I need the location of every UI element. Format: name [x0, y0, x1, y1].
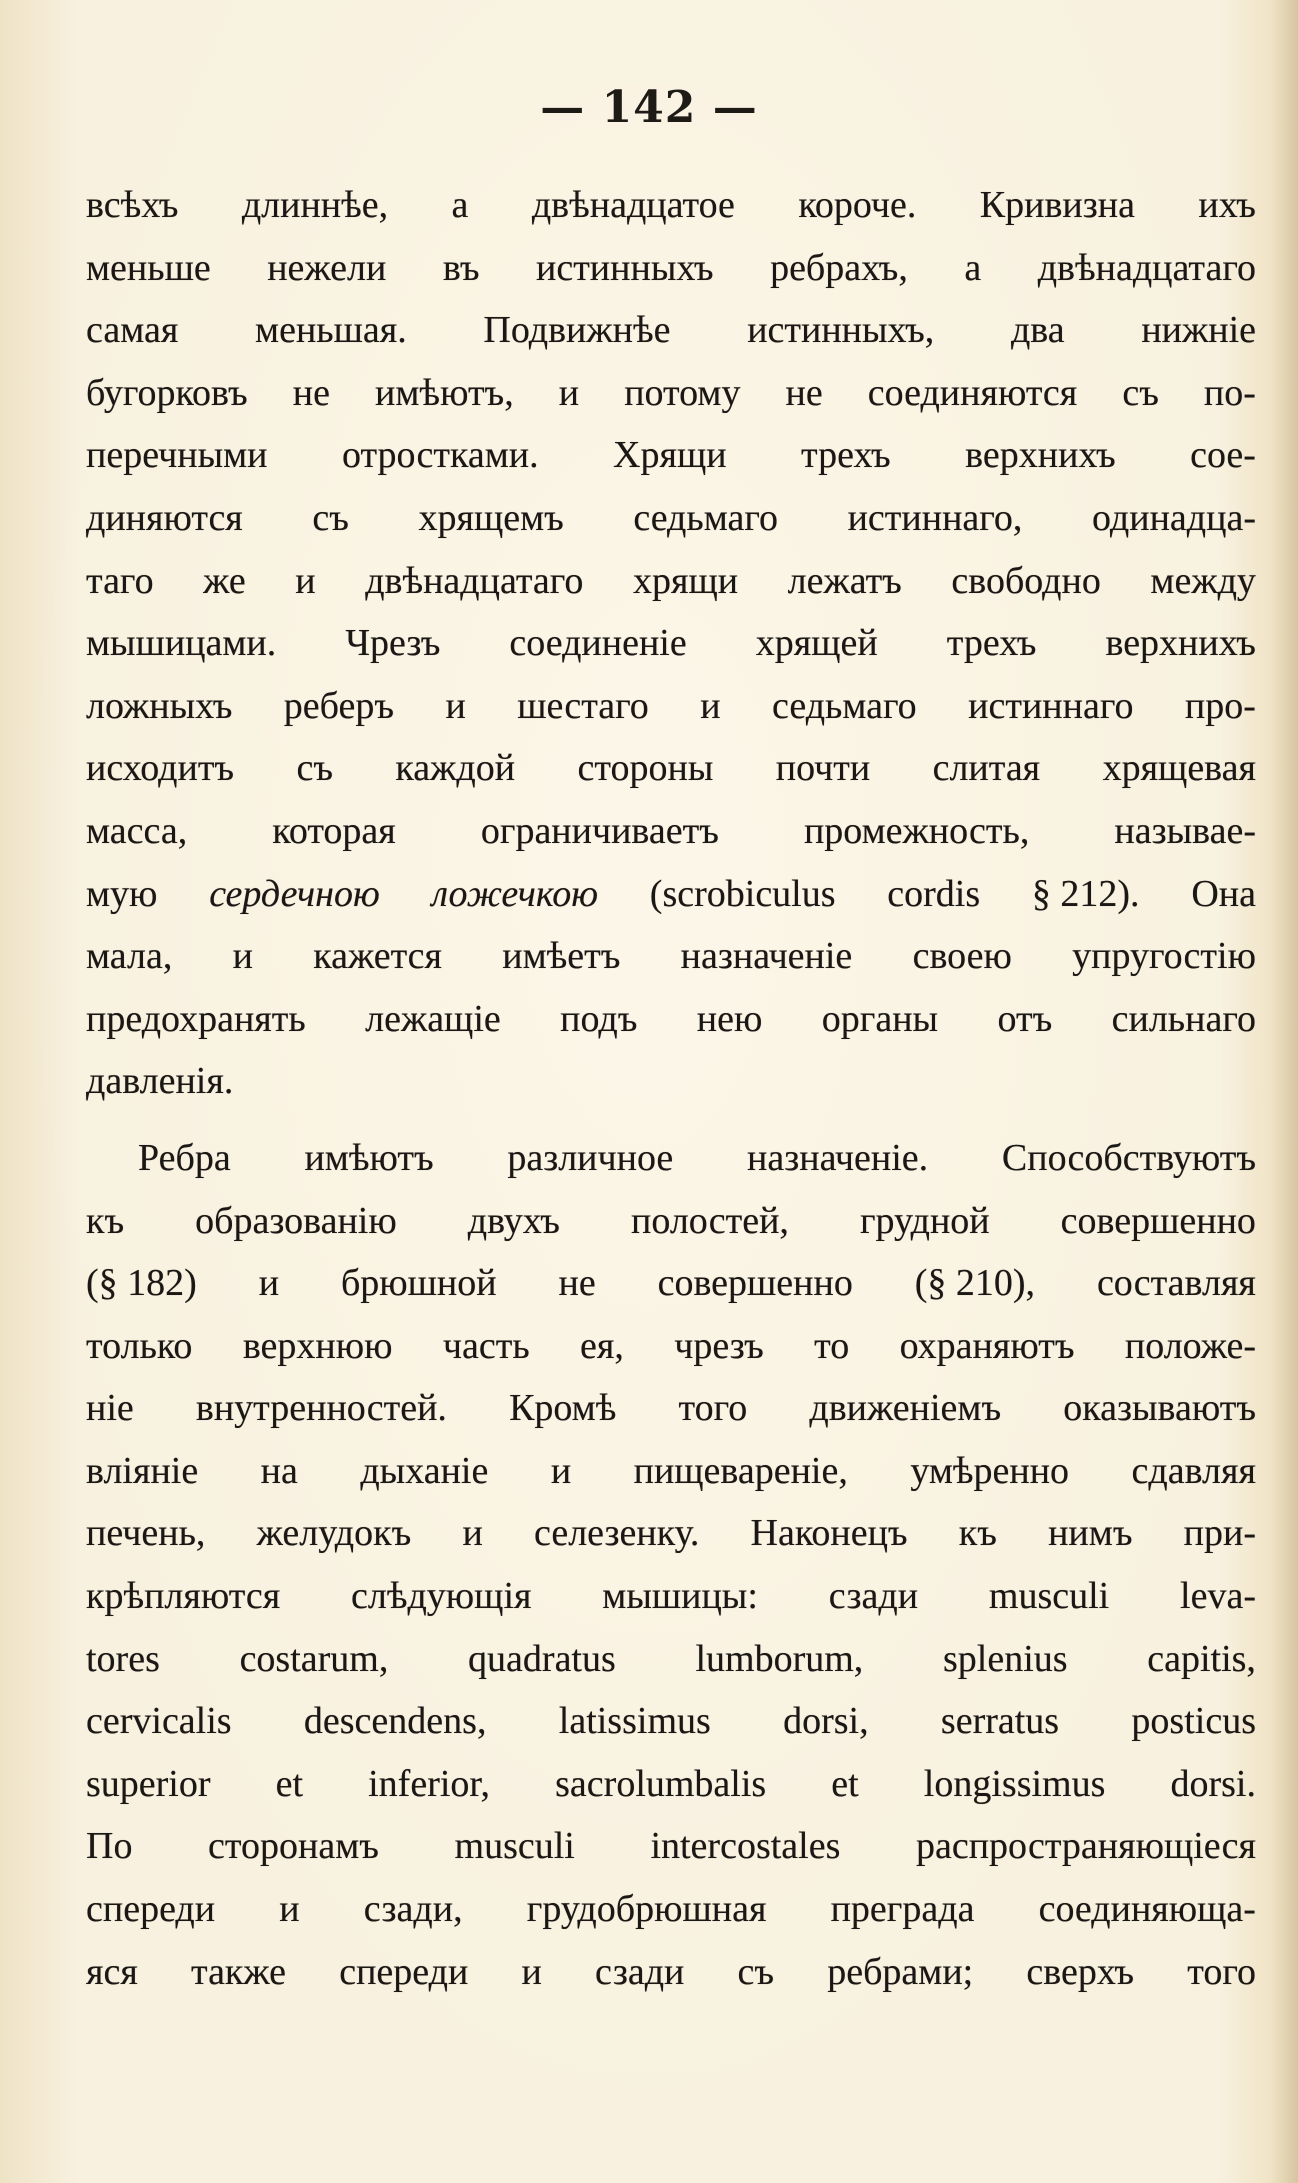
text-line [86, 612, 1256, 675]
word: яся [86, 1950, 138, 1993]
word: intercostales [650, 1825, 841, 1868]
word: хрящевая [1102, 747, 1256, 790]
word: внутренностей. [195, 1387, 447, 1430]
word: пищевареніе, [633, 1449, 848, 1492]
word: каждой [395, 747, 516, 790]
text-line [86, 1878, 1256, 1941]
word: двухъ [467, 1199, 560, 1242]
word: Способствуютъ [1001, 1136, 1256, 1179]
word: того [1187, 1950, 1256, 1993]
word: часть [442, 1324, 530, 1367]
word: положе- [1124, 1324, 1256, 1367]
word: По [86, 1825, 133, 1868]
word: селезенку. [534, 1512, 700, 1555]
word: имѣютъ [304, 1136, 434, 1179]
word: только [86, 1324, 193, 1367]
word: сзади [828, 1575, 919, 1618]
word: потому [624, 371, 741, 414]
word: serratus [940, 1700, 1060, 1743]
word: соединеніе [509, 622, 687, 665]
text-line [86, 299, 1256, 362]
word: же [203, 559, 246, 602]
word: спереди [339, 1950, 469, 1993]
word: нежели [267, 246, 387, 289]
word: сторонамъ [208, 1825, 379, 1868]
word: ихъ [1198, 184, 1256, 226]
text-line [86, 174, 1256, 237]
word: ніе [86, 1387, 134, 1430]
word: имѣетъ [502, 935, 621, 978]
word: седьмаго [633, 496, 779, 539]
word: желудокъ [256, 1512, 412, 1555]
text-line [86, 863, 1256, 926]
word: длиннѣе, [241, 184, 389, 226]
word: и [445, 684, 466, 727]
word: меньшая. [255, 309, 407, 352]
word: мышицы: [602, 1575, 758, 1618]
word: Хрящи [613, 434, 727, 477]
word: предохранять [86, 997, 306, 1040]
word: диняются [86, 496, 243, 539]
word: сзади, [363, 1888, 463, 1931]
word: § 212). [1031, 872, 1140, 915]
page-number: — 142 — [540, 82, 758, 133]
word: capitis, [1147, 1637, 1256, 1680]
word: про- [1184, 684, 1256, 727]
word: и [279, 1888, 300, 1931]
word: вліяніе [86, 1449, 199, 1492]
word: истиннаго, [847, 496, 1023, 539]
word: нижніе [1141, 309, 1256, 352]
word: самая [86, 309, 179, 352]
word: также [191, 1950, 287, 1993]
word: сое- [1190, 434, 1256, 477]
word: мую [86, 872, 158, 915]
word: и [295, 559, 316, 602]
word: съ [1122, 371, 1159, 414]
word: latissimus [558, 1700, 711, 1743]
page-edge-shadow [1270, 0, 1298, 2183]
word: назначеніе [680, 935, 853, 978]
word: cervicalis [86, 1700, 232, 1743]
word: бугорковъ [86, 371, 248, 414]
word: преграда [830, 1888, 975, 1931]
word: къ [958, 1512, 997, 1555]
word: superior [86, 1762, 211, 1805]
word: а [964, 246, 982, 289]
word: промежность, [803, 809, 1030, 852]
text-line [86, 737, 1256, 800]
word: сдавляя [1131, 1449, 1256, 1492]
text-line [86, 675, 1256, 738]
word: спереди [86, 1888, 216, 1931]
word: трехъ [946, 622, 1037, 665]
word: лежащіе [365, 997, 501, 1040]
word: къ [86, 1199, 125, 1242]
word: и [258, 1262, 280, 1305]
word: стороны [577, 747, 714, 790]
word: брюшной [340, 1262, 497, 1305]
word: dorsi. [1170, 1762, 1256, 1805]
word: различное [507, 1136, 674, 1179]
word: tores [86, 1637, 160, 1680]
word: sacrolumbalis [555, 1762, 767, 1805]
word: совершенно [657, 1262, 853, 1305]
word: Наконецъ [750, 1512, 908, 1555]
word: верхнюю [242, 1324, 393, 1367]
word: кажется [313, 935, 442, 978]
text-line [86, 1377, 1256, 1440]
word: съ [737, 1950, 775, 1993]
word: своею [912, 935, 1012, 978]
word: musculi [454, 1825, 575, 1868]
word: умѣренно [910, 1449, 1070, 1492]
word: и [700, 684, 721, 727]
word: исходитъ [86, 747, 235, 790]
word: при- [1183, 1512, 1256, 1555]
word: нею [696, 997, 763, 1040]
word: таго [86, 559, 154, 602]
word: дыханіе [360, 1449, 489, 1492]
word: на [260, 1449, 298, 1492]
text-line [86, 550, 1256, 613]
word: двѣнадцатаго [1037, 246, 1256, 289]
word: движеніемъ [809, 1387, 1002, 1430]
text-line [86, 1565, 1256, 1628]
text-line [86, 424, 1256, 487]
word: печень, [86, 1512, 206, 1555]
word: органы [821, 997, 939, 1040]
text-line [86, 1050, 1256, 1113]
word: съ [312, 496, 349, 539]
word: распространяющіеся [915, 1825, 1256, 1868]
word: охраняютъ [899, 1324, 1075, 1367]
text-line [86, 1190, 1256, 1253]
word: Кромѣ [509, 1387, 617, 1430]
word: хрящей [755, 622, 878, 665]
word: dorsi, [783, 1700, 869, 1743]
word: упругостію [1072, 935, 1256, 978]
word: Подвижнѣе [483, 309, 671, 352]
word: верхнихъ [1105, 622, 1256, 665]
paragraph-gap [86, 1113, 1256, 1127]
word: splenius [942, 1637, 1068, 1680]
word: (§ 182) [86, 1262, 197, 1305]
word: сердечною [209, 872, 380, 915]
word: ребрами; [827, 1950, 974, 1993]
word: истинныхъ, [747, 309, 935, 352]
word: масса, [86, 809, 188, 852]
word: cordis [887, 872, 981, 915]
word: всѣхъ [86, 184, 179, 226]
word: lumborum, [695, 1637, 864, 1680]
text-line [86, 1690, 1256, 1753]
text-line [86, 1502, 1256, 1565]
word: меньше [86, 246, 211, 289]
word: отъ [997, 997, 1053, 1040]
word: слитая [932, 747, 1041, 790]
word: соединяются [867, 371, 1078, 414]
word: грудной [859, 1199, 990, 1242]
word: почти [775, 747, 871, 790]
text-line [86, 487, 1256, 550]
word: крѣпляются [86, 1575, 281, 1618]
word: нимъ [1048, 1512, 1133, 1555]
word: давленія. [86, 1060, 234, 1103]
text-line [86, 800, 1256, 863]
word: Кривизна [979, 184, 1135, 226]
word: musculi [988, 1575, 1110, 1618]
word: двѣнадцатое [531, 184, 735, 226]
word: не [292, 371, 330, 414]
word: longissimus [923, 1762, 1106, 1805]
text-line [86, 1440, 1256, 1503]
word: двѣнадцатаго [365, 559, 584, 602]
word: et [275, 1762, 304, 1805]
word: не [558, 1262, 596, 1305]
word: назначеніе. [747, 1136, 929, 1179]
word: въ [442, 246, 480, 289]
text-line [86, 362, 1256, 425]
word: совершенно [1060, 1199, 1256, 1242]
word: по- [1203, 371, 1256, 414]
word: хрящи [632, 559, 739, 602]
word: et [831, 1762, 859, 1805]
word: и [462, 1512, 483, 1555]
text-line [86, 925, 1256, 988]
word: descendens, [303, 1700, 487, 1743]
word: Чрезъ [345, 622, 441, 665]
word: подъ [560, 997, 638, 1040]
word: лежатъ [787, 559, 902, 602]
word: сзади [595, 1950, 685, 1993]
paragraph [86, 1127, 1256, 2003]
word: мала, [86, 935, 173, 978]
word: называе- [1114, 809, 1256, 852]
word: истинныхъ [536, 246, 714, 289]
word: реберъ [283, 684, 395, 727]
word: не [785, 371, 823, 414]
word: то [814, 1324, 850, 1367]
word: ложныхъ [86, 684, 233, 727]
word: верхнихъ [965, 434, 1116, 477]
word: оказываютъ [1063, 1387, 1256, 1430]
word: отростками. [341, 434, 539, 477]
word: ея, [580, 1324, 624, 1367]
word: а [451, 184, 469, 226]
word: и [521, 1950, 542, 1993]
word: трехъ [801, 434, 891, 477]
text-line [86, 988, 1256, 1051]
body-text [86, 174, 1256, 2003]
text-line [86, 1315, 1256, 1378]
word: свободно [951, 559, 1101, 602]
word: которая [272, 809, 396, 852]
text-line [86, 1252, 1256, 1315]
word: сильнаго [1111, 997, 1256, 1040]
text-line [86, 237, 1256, 300]
word: posticus [1131, 1700, 1256, 1743]
text-line [86, 1628, 1256, 1691]
word: Ребра [138, 1136, 231, 1179]
word: два [1010, 309, 1065, 352]
word: имѣютъ, [375, 371, 514, 414]
word: ограничиваетъ [480, 809, 719, 852]
word: истиннаго [968, 684, 1134, 727]
word: соединяюща- [1038, 1888, 1256, 1931]
word: Она [1191, 872, 1256, 915]
word: полостей, [630, 1199, 789, 1242]
word: хрящемъ [418, 496, 564, 539]
text-line [86, 1127, 1256, 1190]
word: перечными [86, 434, 268, 477]
word: того [678, 1387, 748, 1430]
word: сверхъ [1026, 1950, 1135, 1993]
word: слѣдующія [351, 1575, 532, 1618]
word: quadratus [468, 1637, 616, 1680]
text-line [86, 1815, 1256, 1878]
word: образованію [195, 1199, 397, 1242]
text-line [86, 1753, 1256, 1816]
word: мышицами. [86, 622, 277, 665]
word: costarum, [239, 1637, 389, 1680]
word: ложечкою [431, 872, 599, 915]
word: шестаго [517, 684, 649, 727]
word: и [232, 935, 253, 978]
word: inferior, [368, 1762, 491, 1805]
word: чрезъ [674, 1324, 764, 1367]
paragraph [86, 174, 1256, 1113]
word: составляя [1096, 1262, 1256, 1305]
word: (§ 210), [914, 1262, 1036, 1305]
word: и [550, 1449, 572, 1492]
word: между [1150, 559, 1256, 602]
word: ребрахъ, [770, 246, 908, 289]
word: седьмаго [772, 684, 917, 727]
word: одинадца- [1092, 496, 1256, 539]
word: короче. [798, 184, 917, 226]
word: (scrobiculus [649, 872, 836, 915]
text-line [86, 1941, 1256, 2004]
word: съ [296, 747, 334, 790]
word: и [558, 371, 580, 414]
word: грудобрюшная [526, 1888, 767, 1931]
word: leva- [1180, 1575, 1256, 1618]
